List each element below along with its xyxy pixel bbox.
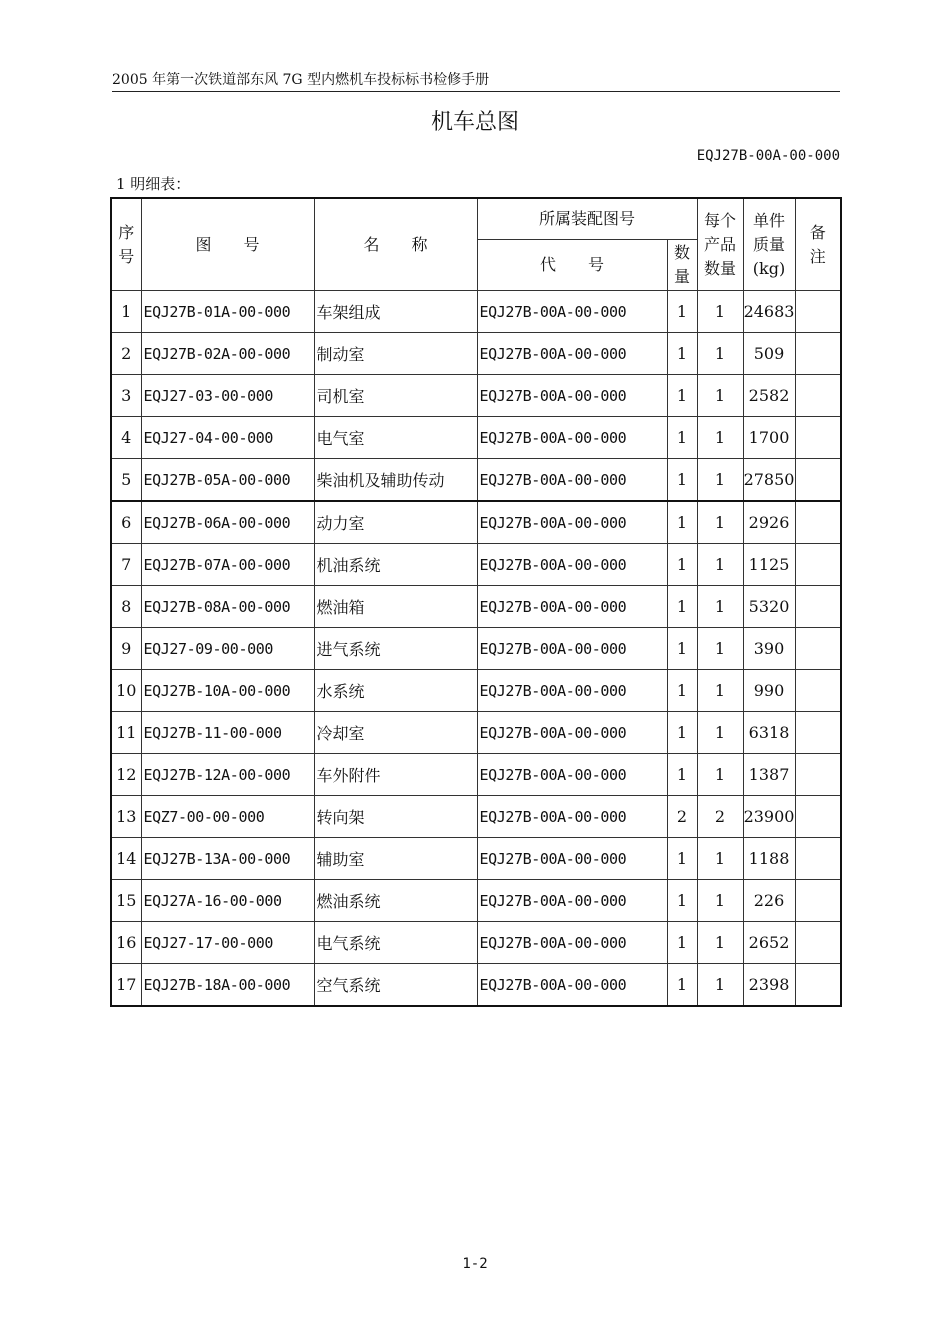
header-unit-mass: 单件 质量 (kg) (743, 198, 795, 291)
cell-remarks (795, 333, 841, 375)
cell-per-product: 1 (697, 375, 743, 417)
cell-per-product: 1 (697, 586, 743, 628)
cell-per-product: 1 (697, 964, 743, 1007)
header-per-product: 每个 产品 数量 (697, 198, 743, 291)
cell-remarks (795, 459, 841, 502)
table-row (111, 586, 841, 628)
cell-code: EQJ27B-00A-00-000 (477, 964, 667, 1007)
table-header-row-1 (111, 198, 841, 240)
cell-drawing-no: EQJ27A-16-00-000 (141, 880, 314, 922)
cell-drawing-no: EQJ27-17-00-000 (141, 922, 314, 964)
cell-qty: 1 (667, 838, 697, 880)
cell-seq: 2 (111, 333, 141, 375)
cell-qty: 1 (667, 712, 697, 754)
cell-remarks (795, 796, 841, 838)
cell-qty: 1 (667, 459, 697, 502)
cell-qty: 1 (667, 628, 697, 670)
header-name: 名 称 (314, 198, 477, 291)
cell-drawing-no: EQJ27-04-00-000 (141, 417, 314, 459)
cell-seq: 4 (111, 417, 141, 459)
cell-seq: 9 (111, 628, 141, 670)
cell-mass: 390 (743, 628, 795, 670)
cell-mass: 509 (743, 333, 795, 375)
cell-drawing-no: EQJ27B-10A-00-000 (141, 670, 314, 712)
cell-per-product: 2 (697, 796, 743, 838)
cell-seq: 3 (111, 375, 141, 417)
cell-code: EQJ27B-00A-00-000 (477, 880, 667, 922)
cell-qty: 1 (667, 586, 697, 628)
cell-per-product: 1 (697, 333, 743, 375)
cell-mass: 1700 (743, 417, 795, 459)
cell-per-product: 1 (697, 291, 743, 333)
cell-drawing-no: EQJ27B-11-00-000 (141, 712, 314, 754)
cell-seq: 17 (111, 964, 141, 1007)
cell-mass: 1188 (743, 838, 795, 880)
table-row (111, 459, 841, 502)
table-row (111, 712, 841, 754)
cell-drawing-no: EQJ27B-01A-00-000 (141, 291, 314, 333)
cell-name: 燃油系统 (314, 880, 477, 922)
cell-seq: 1 (111, 291, 141, 333)
table-row (111, 544, 841, 586)
cell-code: EQJ27B-00A-00-000 (477, 796, 667, 838)
table-row (111, 670, 841, 712)
cell-remarks (795, 417, 841, 459)
cell-drawing-no: EQJ27-03-00-000 (141, 375, 314, 417)
cell-code: EQJ27B-00A-00-000 (477, 544, 667, 586)
header-assembly: 所属装配图号 (477, 198, 697, 240)
cell-drawing-no: EQJ27B-08A-00-000 (141, 586, 314, 628)
cell-per-product: 1 (697, 417, 743, 459)
cell-drawing-no: EQJ27-09-00-000 (141, 628, 314, 670)
cell-name: 转向架 (314, 796, 477, 838)
cell-remarks (795, 628, 841, 670)
cell-name: 司机室 (314, 375, 477, 417)
page-number: 1-2 (462, 1256, 488, 1272)
table-row (111, 754, 841, 796)
cell-name: 空气系统 (314, 964, 477, 1007)
header-qty: 数 量 (667, 240, 697, 291)
cell-code: EQJ27B-00A-00-000 (477, 670, 667, 712)
cell-seq: 14 (111, 838, 141, 880)
table-row (111, 501, 841, 544)
cell-mass: 226 (743, 880, 795, 922)
cell-code: EQJ27B-00A-00-000 (477, 333, 667, 375)
cell-seq: 5 (111, 459, 141, 502)
cell-mass: 27850 (743, 459, 795, 502)
cell-name: 冷却室 (314, 712, 477, 754)
cell-per-product: 1 (697, 544, 743, 586)
cell-per-product: 1 (697, 754, 743, 796)
cell-per-product: 1 (697, 922, 743, 964)
cell-code: EQJ27B-00A-00-000 (477, 417, 667, 459)
document-number: EQJ27B-00A-00-000 (696, 148, 840, 164)
cell-drawing-no: EQJ27B-18A-00-000 (141, 964, 314, 1007)
cell-name: 进气系统 (314, 628, 477, 670)
cell-qty: 1 (667, 754, 697, 796)
cell-remarks (795, 501, 841, 544)
header-remarks: 备 注 (795, 198, 841, 291)
cell-remarks (795, 291, 841, 333)
cell-name: 辅助室 (314, 838, 477, 880)
cell-name: 柴油机及辅助传动 (314, 459, 477, 502)
cell-seq: 11 (111, 712, 141, 754)
cell-remarks (795, 375, 841, 417)
cell-mass: 2582 (743, 375, 795, 417)
cell-name: 制动室 (314, 333, 477, 375)
cell-seq: 16 (111, 922, 141, 964)
cell-qty: 1 (667, 333, 697, 375)
cell-drawing-no: EQJ27B-07A-00-000 (141, 544, 314, 586)
cell-remarks (795, 880, 841, 922)
cell-remarks (795, 922, 841, 964)
cell-seq: 6 (111, 501, 141, 544)
cell-name: 车架组成 (314, 291, 477, 333)
cell-remarks (795, 754, 841, 796)
cell-remarks (795, 586, 841, 628)
cell-name: 动力室 (314, 501, 477, 544)
parts-list-table (110, 197, 842, 1007)
cell-remarks (795, 670, 841, 712)
cell-code: EQJ27B-00A-00-000 (477, 586, 667, 628)
cell-mass: 6318 (743, 712, 795, 754)
section-label: 1 明细表： (116, 175, 191, 193)
table-row (111, 964, 841, 1007)
table-row (111, 796, 841, 838)
cell-code: EQJ27B-00A-00-000 (477, 459, 667, 502)
table-row (111, 417, 841, 459)
cell-qty: 1 (667, 922, 697, 964)
cell-drawing-no: EQJ27B-05A-00-000 (141, 459, 314, 502)
cell-qty: 1 (667, 375, 697, 417)
cell-mass: 1125 (743, 544, 795, 586)
cell-per-product: 1 (697, 712, 743, 754)
cell-qty: 1 (667, 544, 697, 586)
cell-qty: 1 (667, 964, 697, 1007)
cell-code: EQJ27B-00A-00-000 (477, 291, 667, 333)
table-row (111, 291, 841, 333)
cell-mass: 5320 (743, 586, 795, 628)
table-row (111, 375, 841, 417)
cell-drawing-no: EQJ27B-12A-00-000 (141, 754, 314, 796)
cell-code: EQJ27B-00A-00-000 (477, 754, 667, 796)
cell-per-product: 1 (697, 628, 743, 670)
cell-mass: 1387 (743, 754, 795, 796)
page-title: 机车总图 (430, 110, 519, 135)
cell-seq: 12 (111, 754, 141, 796)
cell-qty: 1 (667, 670, 697, 712)
cell-remarks (795, 544, 841, 586)
cell-name: 电气室 (314, 417, 477, 459)
cell-qty: 1 (667, 291, 697, 333)
cell-mass: 23900 (743, 796, 795, 838)
cell-remarks (795, 838, 841, 880)
cell-code: EQJ27B-00A-00-000 (477, 628, 667, 670)
cell-drawing-no: EQZ7-00-00-000 (141, 796, 314, 838)
cell-mass: 990 (743, 670, 795, 712)
cell-drawing-no: EQJ27B-13A-00-000 (141, 838, 314, 880)
cell-code: EQJ27B-00A-00-000 (477, 922, 667, 964)
cell-mass: 24683 (743, 291, 795, 333)
cell-drawing-no: EQJ27B-02A-00-000 (141, 333, 314, 375)
cell-per-product: 1 (697, 838, 743, 880)
cell-per-product: 1 (697, 880, 743, 922)
cell-per-product: 1 (697, 670, 743, 712)
cell-mass: 2398 (743, 964, 795, 1007)
cell-code: EQJ27B-00A-00-000 (477, 838, 667, 880)
cell-per-product: 1 (697, 459, 743, 502)
cell-seq: 15 (111, 880, 141, 922)
cell-name: 车外附件 (314, 754, 477, 796)
cell-code: EQJ27B-00A-00-000 (477, 712, 667, 754)
table-row (111, 880, 841, 922)
cell-drawing-no: EQJ27B-06A-00-000 (141, 501, 314, 544)
cell-qty: 2 (667, 796, 697, 838)
cell-qty: 1 (667, 417, 697, 459)
table-row (111, 628, 841, 670)
header-code: 代 号 (477, 240, 667, 291)
cell-name: 燃油箱 (314, 586, 477, 628)
running-header: 2005 年第一次铁道部东风 7G 型内燃机车投标标书检修手册 (112, 70, 840, 92)
cell-remarks (795, 964, 841, 1007)
cell-code: EQJ27B-00A-00-000 (477, 501, 667, 544)
cell-name: 电气系统 (314, 922, 477, 964)
cell-per-product: 1 (697, 501, 743, 544)
cell-code: EQJ27B-00A-00-000 (477, 375, 667, 417)
cell-seq: 7 (111, 544, 141, 586)
cell-mass: 2926 (743, 501, 795, 544)
cell-qty: 1 (667, 501, 697, 544)
cell-name: 水系统 (314, 670, 477, 712)
cell-remarks (795, 712, 841, 754)
cell-name: 机油系统 (314, 544, 477, 586)
cell-seq: 10 (111, 670, 141, 712)
table-row (111, 333, 841, 375)
table-row (111, 922, 841, 964)
header-drawing-no: 图 号 (141, 198, 314, 291)
cell-mass: 2652 (743, 922, 795, 964)
cell-seq: 13 (111, 796, 141, 838)
table-row (111, 838, 841, 880)
header-seq: 序 号 (111, 198, 141, 291)
cell-seq: 8 (111, 586, 141, 628)
cell-qty: 1 (667, 880, 697, 922)
